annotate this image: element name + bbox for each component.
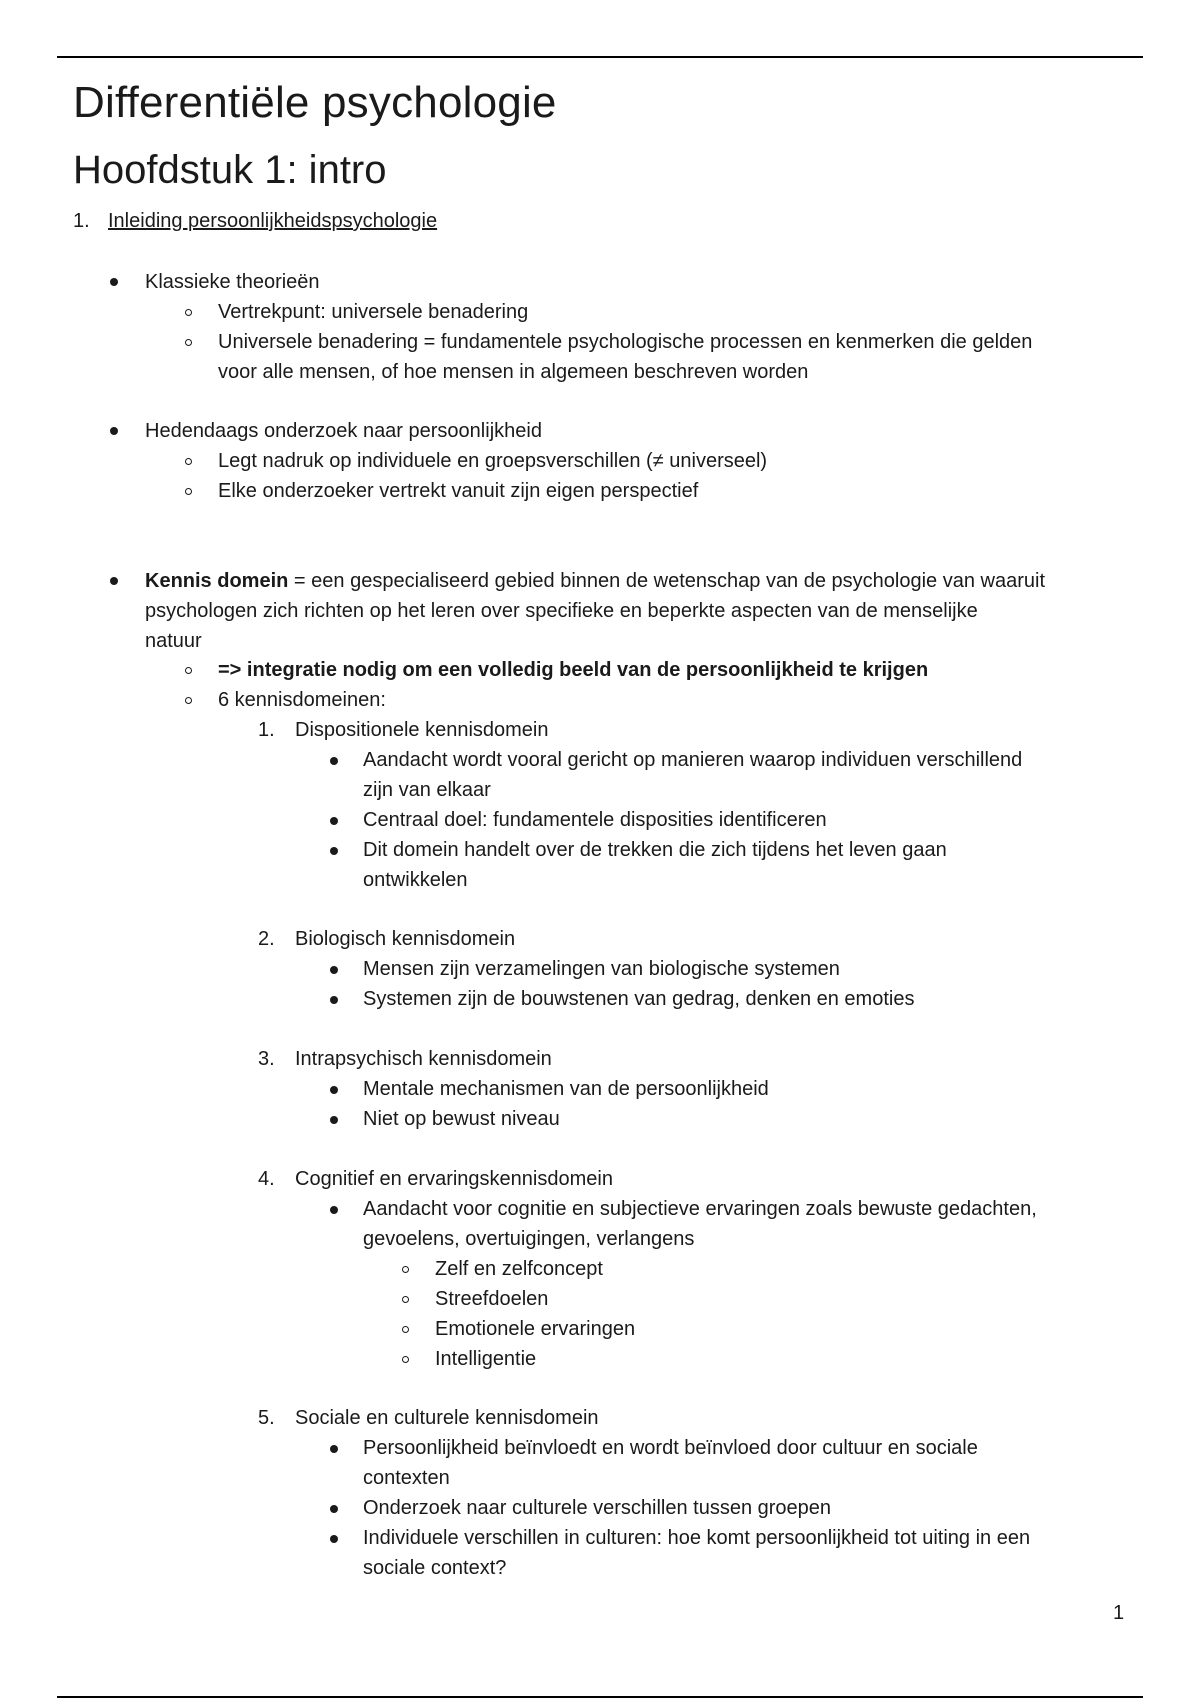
domain-number: 2. [258, 928, 275, 950]
list-item-continuation: sociale context? [363, 1557, 507, 1579]
list-item: 6 kennisdomeinen: [218, 689, 386, 711]
list-item: Centraal doel: fundamentele disposities identificeren [363, 809, 827, 831]
list-item: Zelf en zelfconcept [435, 1258, 603, 1280]
list-item: Streefdoelen [435, 1288, 549, 1310]
list-item: Aandacht voor cognitie en subjectieve ervaringen zoals bewuste gedachten, [363, 1198, 1037, 1220]
definition-text: = een gespecialiseerd gebied binnen de wetenschap van de psychologie van waaruit [288, 570, 1045, 592]
bullet-icon [330, 1535, 338, 1543]
list-item-continuation: gevoelens, overtuigingen, verlangens [363, 1228, 695, 1250]
bullet-icon [330, 996, 338, 1004]
list-item: Systemen zijn de bouwstenen van gedrag, denken en emoties [363, 988, 915, 1010]
circle-bullet-icon [185, 697, 192, 704]
list-item: Individuele verschillen in culturen: hoe komt persoonlijkheid tot uiting in een [363, 1527, 1031, 1549]
list-item-continuation: voor alle mensen, of hoe mensen in algemeen beschreven worden [218, 361, 809, 383]
list-item: Mensen zijn verzamelingen van biologische systemen [363, 958, 840, 980]
list-item-continuation: ontwikkelen [363, 869, 468, 891]
bullet-icon [330, 1116, 338, 1124]
page-number: 1 [1113, 1602, 1125, 1624]
list-item: Intelligentie [435, 1348, 537, 1370]
list-item: Persoonlijkheid beïnvloedt en wordt beïnvloed door cultuur en sociale [363, 1437, 978, 1459]
definition-continuation: psychologen zich richten op het leren over specifieke en beperkte aspecten van de menselijke [145, 600, 978, 622]
document-title: Differentiële psychologie [73, 78, 557, 127]
bullet-icon [330, 966, 338, 974]
definition-continuation: natuur [145, 630, 202, 652]
domain-number: 5. [258, 1407, 275, 1429]
bullet-icon [330, 1505, 338, 1513]
list-item: Hedendaags onderzoek naar persoonlijkheid [145, 420, 542, 442]
footer-rule [57, 1696, 1143, 1698]
bullet-icon [330, 1206, 338, 1214]
circle-bullet-icon [402, 1266, 409, 1273]
bullet-icon [330, 757, 338, 765]
domain-heading: Sociale en culturele kennisdomein [295, 1407, 599, 1429]
list-item: Elke onderzoeker vertrekt vanuit zijn eigen perspectief [218, 480, 699, 502]
chapter-title: Hoofdstuk 1: intro [73, 148, 387, 192]
section-number: 1. [73, 210, 90, 232]
domain-number: 4. [258, 1168, 275, 1190]
section-heading: Inleiding persoonlijkheidspsychologie [108, 210, 438, 232]
list-item: Klassieke theorieën [145, 271, 320, 293]
bullet-icon [330, 817, 338, 825]
definition-line [145, 567, 1045, 595]
bullet-icon [330, 1445, 338, 1453]
circle-bullet-icon [185, 458, 192, 465]
list-item: Dit domein handelt over de trekken die zich tijdens het leven gaan [363, 839, 947, 861]
domain-number: 3. [258, 1048, 275, 1070]
header-rule [57, 56, 1143, 58]
domain-heading: Dispositionele kennisdomein [295, 719, 549, 741]
circle-bullet-icon [402, 1296, 409, 1303]
list-item: Vertrekpunt: universele benadering [218, 301, 529, 323]
list-item-continuation: zijn van elkaar [363, 779, 491, 801]
list-item: Niet op bewust niveau [363, 1108, 560, 1130]
list-item: => integratie nodig om een volledig beeld van de persoonlijkheid te krijgen [218, 659, 929, 681]
circle-bullet-icon [402, 1356, 409, 1363]
list-item: Legt nadruk op individuele en groepsverschillen (≠ universeel) [218, 450, 768, 472]
domain-number: 1. [258, 719, 275, 741]
list-item: Aandacht wordt vooral gericht op manieren waarop individuen verschillend [363, 749, 1023, 771]
circle-bullet-icon [185, 309, 192, 316]
list-item: Emotionele ervaringen [435, 1318, 636, 1340]
circle-bullet-icon [185, 339, 192, 346]
bullet-icon [110, 427, 118, 435]
list-item: Universele benadering = fundamentele psychologische processen en kenmerken die gelden [218, 331, 1033, 353]
bullet-icon [110, 278, 118, 286]
bullet-icon [330, 1086, 338, 1094]
circle-bullet-icon [185, 488, 192, 495]
definition-term: Kennis domein [145, 570, 289, 592]
list-item-continuation: contexten [363, 1467, 450, 1489]
domain-heading: Intrapsychisch kennisdomein [295, 1048, 552, 1070]
list-item: Mentale mechanismen van de persoonlijkheid [363, 1078, 769, 1100]
bullet-icon [330, 847, 338, 855]
list-item: Onderzoek naar culturele verschillen tussen groepen [363, 1497, 832, 1519]
domain-heading: Cognitief en ervaringskennisdomein [295, 1168, 613, 1190]
circle-bullet-icon [402, 1326, 409, 1333]
bullet-icon [110, 577, 118, 585]
circle-bullet-icon [185, 667, 192, 674]
domain-heading: Biologisch kennisdomein [295, 928, 516, 950]
